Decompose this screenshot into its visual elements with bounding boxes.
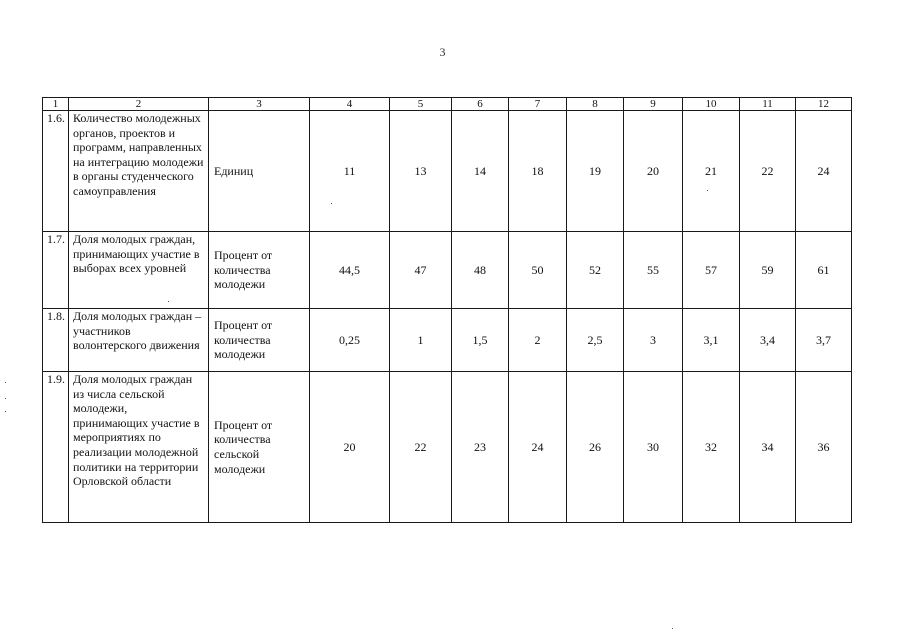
value-cell: 20 xyxy=(624,111,683,232)
column-number-header: 9 xyxy=(624,98,683,111)
indicator-name: Доля молодых граждан, принимающих участие в выборах всех уровней xyxy=(69,232,209,309)
column-number-header: 3 xyxy=(209,98,310,111)
value-cell: 36 xyxy=(796,372,852,523)
indicator-name: Доля молодых граждан из числа сельской молодежи, принимающих участие в мероприятиях по реализации молодежной политики на территории Орловской области xyxy=(69,372,209,523)
scan-speck xyxy=(672,628,673,629)
table-header-row xyxy=(43,98,852,111)
scan-speck xyxy=(707,190,708,191)
value-cell: 3,1 xyxy=(683,309,740,372)
scan-speck xyxy=(5,382,6,383)
unit-of-measure: Единиц xyxy=(209,111,310,232)
value-cell: 22 xyxy=(390,372,452,523)
value-cell: 26 xyxy=(567,372,624,523)
row-number: 1.9. xyxy=(43,372,69,523)
row-number: 1.7. xyxy=(43,232,69,309)
value-cell: 59 xyxy=(740,232,796,309)
value-cell: 50 xyxy=(509,232,567,309)
column-number-header: 10 xyxy=(683,98,740,111)
value-cell: 2 xyxy=(509,309,567,372)
row-number: 1.6. xyxy=(43,111,69,232)
column-number-header: 6 xyxy=(452,98,509,111)
table-row xyxy=(43,309,852,372)
value-cell: 61 xyxy=(796,232,852,309)
value-cell: 48 xyxy=(452,232,509,309)
value-cell: 2,5 xyxy=(567,309,624,372)
value-cell: 1 xyxy=(390,309,452,372)
page-number: 3 xyxy=(439,45,446,59)
column-number-header: 1 xyxy=(43,98,69,111)
value-cell: 52 xyxy=(567,232,624,309)
scan-speck xyxy=(331,203,332,204)
value-cell: 21 xyxy=(683,111,740,232)
column-number-header: 12 xyxy=(796,98,852,111)
unit-of-measure: Процент от количества сельской молодежи xyxy=(209,372,310,523)
unit-of-measure: Процент от количества молодежи xyxy=(209,232,310,309)
indicators-table xyxy=(42,97,852,523)
value-cell: 47 xyxy=(390,232,452,309)
value-cell: 13 xyxy=(390,111,452,232)
column-number-header: 5 xyxy=(390,98,452,111)
value-cell: 14 xyxy=(452,111,509,232)
indicator-name: Количество молодежных органов, проектов и программ, направленных на интеграцию молодежи в органы студенческого самоуправления xyxy=(69,111,209,232)
value-cell: 55 xyxy=(624,232,683,309)
column-number-header: 7 xyxy=(509,98,567,111)
value-cell: 0,25 xyxy=(310,309,390,372)
value-cell: 20 xyxy=(310,372,390,523)
table-row xyxy=(43,372,852,523)
row-number: 1.8. xyxy=(43,309,69,372)
value-cell: 57 xyxy=(683,232,740,309)
value-cell: 44,5 xyxy=(310,232,390,309)
table-row xyxy=(43,111,852,232)
scan-speck xyxy=(5,398,6,399)
value-cell: 1,5 xyxy=(452,309,509,372)
column-number-header: 8 xyxy=(567,98,624,111)
value-cell: 24 xyxy=(509,372,567,523)
indicator-name: Доля молодых граждан – участников волонтерского движения xyxy=(69,309,209,372)
value-cell: 32 xyxy=(683,372,740,523)
unit-of-measure: Процент от количества молодежи xyxy=(209,309,310,372)
value-cell: 22 xyxy=(740,111,796,232)
value-cell: 34 xyxy=(740,372,796,523)
column-number-header: 2 xyxy=(69,98,209,111)
value-cell: 18 xyxy=(509,111,567,232)
value-cell: 11 xyxy=(310,111,390,232)
column-number-header: 11 xyxy=(740,98,796,111)
value-cell: 19 xyxy=(567,111,624,232)
scan-speck xyxy=(168,301,169,302)
scan-speck xyxy=(5,411,6,412)
value-cell: 24 xyxy=(796,111,852,232)
value-cell: 3 xyxy=(624,309,683,372)
value-cell: 30 xyxy=(624,372,683,523)
value-cell: 23 xyxy=(452,372,509,523)
table-row xyxy=(43,232,852,309)
value-cell: 3,4 xyxy=(740,309,796,372)
column-number-header: 4 xyxy=(310,98,390,111)
value-cell: 3,7 xyxy=(796,309,852,372)
